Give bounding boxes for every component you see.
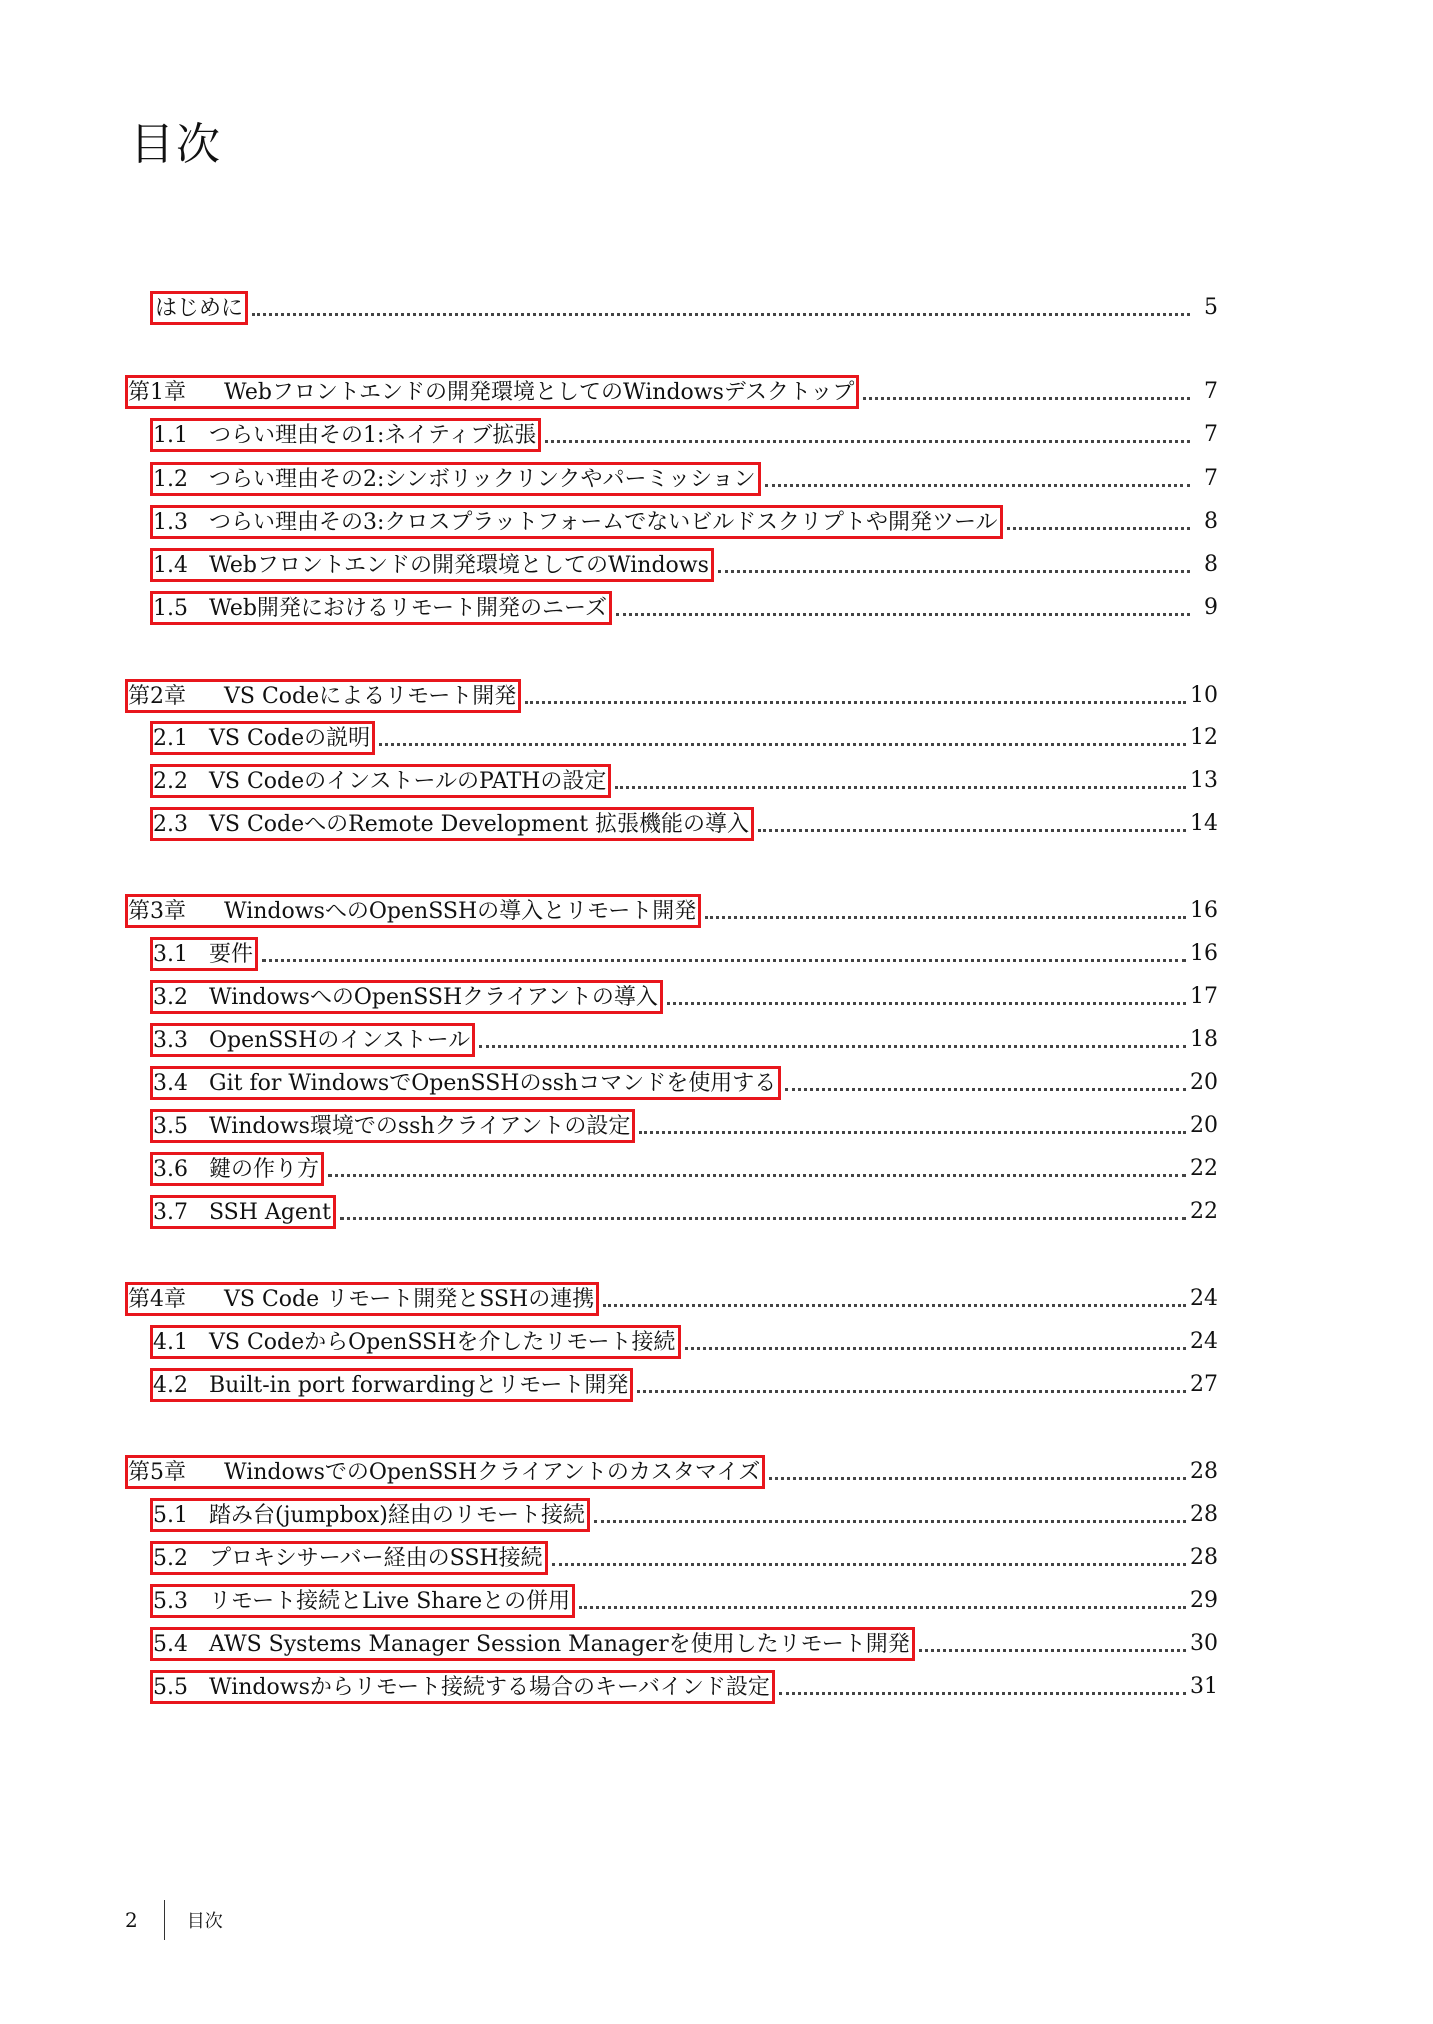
toc-leader-dots xyxy=(479,1045,1186,1048)
toc-section-entry[interactable] xyxy=(150,1324,1218,1360)
toc-entry-number: 3.5 xyxy=(153,1114,188,1139)
toc-leader-dots xyxy=(262,959,1186,962)
toc-entry-title: OpenSSHのインストール xyxy=(209,1028,471,1053)
toc-entry-title: つらい理由その2:シンボリックリンクやパーミッション xyxy=(209,467,756,492)
page-title: 目次 xyxy=(130,119,222,170)
toc-chapter-entry[interactable] xyxy=(125,1454,1218,1490)
toc-section-entry[interactable] xyxy=(150,1065,1218,1101)
toc-entry-title: Built-in port forwardingとリモート開発 xyxy=(209,1373,629,1398)
toc-section-entry[interactable] xyxy=(150,806,1218,842)
toc-entry-title: つらい理由その3:クロスプラットフォームでないビルドスクリプトや開発ツール xyxy=(209,510,998,535)
toc-entry-number: 2.1 xyxy=(153,726,188,751)
toc-entry-number: 5.5 xyxy=(153,1675,188,1700)
toc-entry-number: 3.1 xyxy=(153,942,188,967)
toc-entry-page-number: 28 xyxy=(1190,1502,1218,1527)
toc-leader-dots xyxy=(758,829,1186,832)
toc-entry-label[interactable] xyxy=(150,721,375,755)
toc-leader-dots xyxy=(328,1174,1186,1177)
toc-entry-page-number: 16 xyxy=(1190,898,1218,923)
toc-entry-number: 5.1 xyxy=(153,1503,188,1528)
toc-entry-page-number: 7 xyxy=(1204,379,1218,404)
footer-divider xyxy=(164,1900,165,1940)
toc-entry-page-number: 31 xyxy=(1190,1674,1218,1699)
toc-entry-title: WindowsへのOpenSSHクライアントの導入 xyxy=(209,985,658,1010)
toc-entry-title: Web開発におけるリモート開発のニーズ xyxy=(209,596,607,621)
toc-entry-label[interactable] xyxy=(150,1066,781,1100)
toc-chapter-entry[interactable] xyxy=(150,290,1218,326)
toc-entry-page-number: 7 xyxy=(1204,422,1218,447)
toc-entry-title: VS CodeへのRemote Development 拡張機能の導入 xyxy=(209,812,750,837)
toc-entry-title: 要件 xyxy=(209,942,254,967)
toc-entry-number: 1.2 xyxy=(153,467,188,492)
toc-entry-label[interactable] xyxy=(150,548,714,582)
toc-entry-number: 第5章 xyxy=(128,1460,186,1485)
toc-entry-number: 第4章 xyxy=(128,1287,186,1312)
toc-leader-dots xyxy=(615,786,1186,789)
toc-leader-dots xyxy=(863,397,1190,400)
toc-entry-number: 3.6 xyxy=(153,1157,188,1182)
toc-leader-dots xyxy=(769,1477,1186,1480)
toc-entry-label[interactable] xyxy=(150,1152,324,1186)
toc-entry-page-number: 12 xyxy=(1190,725,1218,750)
toc-entry-page-number: 8 xyxy=(1204,509,1218,534)
toc-entry-page-number: 5 xyxy=(1204,295,1218,320)
toc-chapter-entry[interactable] xyxy=(125,893,1218,929)
toc-leader-dots xyxy=(525,701,1186,704)
toc-section-entry[interactable] xyxy=(150,461,1218,497)
toc-leader-dots xyxy=(603,1304,1186,1307)
toc-entry-label[interactable] xyxy=(125,679,521,713)
toc-leader-dots xyxy=(637,1390,1186,1393)
toc-entry-page-number: 28 xyxy=(1190,1545,1218,1570)
toc-entry-label[interactable] xyxy=(150,1109,635,1143)
toc-entry-label[interactable] xyxy=(150,1368,633,1402)
toc-chapter-entry[interactable] xyxy=(125,1281,1218,1317)
toc-section-entry[interactable] xyxy=(150,979,1218,1015)
toc-entry-page-number: 22 xyxy=(1190,1156,1218,1181)
toc-section-entry[interactable] xyxy=(150,504,1218,540)
toc-entry-title: VS Codeの説明 xyxy=(209,726,371,751)
toc-entry-page-number: 29 xyxy=(1190,1588,1218,1613)
toc-entry-number: 第3章 xyxy=(128,899,186,924)
toc-entry-label[interactable] xyxy=(150,1670,775,1704)
toc-entry-label[interactable] xyxy=(150,1023,475,1057)
toc-section-entry[interactable] xyxy=(150,1108,1218,1144)
toc-entry-page-number: 8 xyxy=(1204,552,1218,577)
toc-entry-page-number: 30 xyxy=(1190,1631,1218,1656)
toc-entry-title: Windows環境でのsshクライアントの設定 xyxy=(209,1114,631,1139)
toc-entry-title: VS CodeからOpenSSHを介したリモート接続 xyxy=(209,1330,676,1355)
toc-entry-title: WindowsでのOpenSSHクライアントのカスタマイズ xyxy=(224,1460,761,1485)
toc-entry-page-number: 9 xyxy=(1204,595,1218,620)
toc-entry-title: SSH Agent xyxy=(209,1200,331,1225)
toc-entry-title: つらい理由その1:ネイティブ拡張 xyxy=(209,423,537,448)
toc-section-entry[interactable] xyxy=(150,1367,1218,1403)
toc-entry-page-number: 18 xyxy=(1190,1027,1218,1052)
toc-entry-number: 1.4 xyxy=(153,553,188,578)
toc-leader-dots xyxy=(552,1563,1186,1566)
toc-entry-page-number: 24 xyxy=(1190,1329,1218,1354)
toc-entry-number: 5.2 xyxy=(153,1546,188,1571)
toc-entry-page-number: 10 xyxy=(1190,683,1218,708)
toc-entry-label[interactable] xyxy=(150,418,541,452)
toc-entry-label[interactable] xyxy=(150,291,248,325)
toc-entry-title: リモート接続とLive Shareとの併用 xyxy=(209,1589,571,1614)
toc-entry-label[interactable] xyxy=(150,1584,575,1618)
toc-section-entry[interactable] xyxy=(150,417,1218,453)
toc-entry-number: 第1章 xyxy=(128,380,186,405)
toc-leader-dots xyxy=(785,1088,1186,1091)
toc-entry-label[interactable] xyxy=(150,462,761,496)
toc-entry-label[interactable] xyxy=(150,1498,590,1532)
toc-entry-number: 3.7 xyxy=(153,1200,188,1225)
toc-section-entry[interactable] xyxy=(150,1540,1218,1576)
toc-entry-number: 2.2 xyxy=(153,769,188,794)
toc-entry-title: VS Code リモート開発とSSHの連携 xyxy=(224,1287,595,1312)
toc-entry-label[interactable] xyxy=(150,505,1003,539)
toc-entry-number: 3.3 xyxy=(153,1028,188,1053)
toc-section-entry[interactable] xyxy=(150,1626,1218,1662)
toc-entry-label[interactable] xyxy=(150,807,754,841)
toc-entry-page-number: 7 xyxy=(1204,466,1218,491)
toc-entry-title: Webフロントエンドの開発環境としてのWindowsデスクトップ xyxy=(224,380,855,405)
toc-leader-dots xyxy=(594,1520,1186,1523)
toc-leader-dots xyxy=(340,1217,1186,1220)
toc-entry-page-number: 24 xyxy=(1190,1286,1218,1311)
toc-entry-page-number: 13 xyxy=(1190,768,1218,793)
toc-section-entry[interactable] xyxy=(150,1022,1218,1058)
toc-section-entry[interactable] xyxy=(150,1497,1218,1533)
toc-leader-dots xyxy=(639,1131,1186,1134)
toc-section-entry[interactable] xyxy=(150,590,1218,626)
toc-section-entry[interactable] xyxy=(150,1669,1218,1705)
toc-leader-dots xyxy=(579,1606,1186,1609)
toc-leader-dots xyxy=(765,484,1190,487)
toc-entry-title: Git for WindowsでOpenSSHのsshコマンドを使用する xyxy=(209,1071,777,1096)
toc-entry-title: AWS Systems Manager Session Managerを使用したリモート開発 xyxy=(209,1632,910,1657)
toc-entry-page-number: 20 xyxy=(1190,1113,1218,1138)
toc-section-entry[interactable] xyxy=(150,763,1218,799)
toc-leader-dots xyxy=(1007,527,1190,530)
toc-leader-dots xyxy=(545,440,1190,443)
toc-entry-label[interactable] xyxy=(150,1627,915,1661)
toc-entry-label[interactable] xyxy=(125,1455,765,1489)
toc-entry-title: プロキシサーバー経由のSSH接続 xyxy=(209,1546,543,1571)
toc-entry-page-number: 17 xyxy=(1190,984,1218,1009)
toc-entry-number: 第2章 xyxy=(128,684,186,709)
toc-chapter-entry[interactable] xyxy=(125,678,1218,714)
toc-chapter-entry[interactable] xyxy=(125,374,1218,410)
toc-entry-label[interactable] xyxy=(125,1282,599,1316)
toc-entry-title: VS Codeによるリモート開発 xyxy=(224,684,517,709)
toc-leader-dots xyxy=(685,1347,1186,1350)
toc-leader-dots xyxy=(252,313,1190,316)
toc-entry-number: 2.3 xyxy=(153,812,188,837)
toc-entry-number: 1.1 xyxy=(153,423,188,448)
toc-entry-page-number: 20 xyxy=(1190,1070,1218,1095)
toc-entry-number: 4.1 xyxy=(153,1330,188,1355)
toc-entry-page-number: 28 xyxy=(1190,1459,1218,1484)
toc-entry-page-number: 22 xyxy=(1190,1199,1218,1224)
toc-entry-number: 3.2 xyxy=(153,985,188,1010)
toc-entry-label[interactable] xyxy=(150,1325,681,1359)
toc-leader-dots xyxy=(919,1649,1186,1652)
toc-entry-page-number: 14 xyxy=(1190,811,1218,836)
toc-section-entry[interactable] xyxy=(150,1151,1218,1187)
toc-section-entry[interactable] xyxy=(150,1194,1218,1230)
toc-leader-dots xyxy=(616,613,1190,616)
toc-entry-number: 5.4 xyxy=(153,1632,188,1657)
toc-section-entry[interactable] xyxy=(150,720,1218,756)
toc-leader-dots xyxy=(379,743,1186,746)
toc-leader-dots xyxy=(779,1692,1186,1695)
footer-page-number: 2 xyxy=(125,1908,138,1932)
toc-entry-title: Windowsからリモート接続する場合のキーバインド設定 xyxy=(209,1675,770,1700)
page-footer xyxy=(125,1900,223,1940)
toc-entry-title: VS CodeのインストールのPATHの設定 xyxy=(209,769,607,794)
toc-entry-title: 鍵の作り方 xyxy=(209,1157,320,1182)
toc-entry-title: WindowsへのOpenSSHの導入とリモート開発 xyxy=(224,899,697,924)
toc-entry-label[interactable] xyxy=(125,894,701,928)
toc-entry-label[interactable] xyxy=(150,980,663,1014)
toc-leader-dots xyxy=(667,1002,1186,1005)
toc-leader-dots xyxy=(718,570,1190,573)
toc-section-entry[interactable] xyxy=(150,1583,1218,1619)
toc-entry-title: Webフロントエンドの開発環境としてのWindows xyxy=(209,553,709,578)
toc-entry-label[interactable] xyxy=(150,591,612,625)
toc-entry-label[interactable] xyxy=(150,1541,548,1575)
toc-section-entry[interactable] xyxy=(150,547,1218,583)
toc-section-entry[interactable] xyxy=(150,936,1218,972)
toc-entry-label[interactable] xyxy=(125,375,859,409)
toc-entry-label[interactable] xyxy=(150,764,611,798)
toc-entry-page-number: 27 xyxy=(1190,1372,1218,1397)
toc-entry-number: 5.3 xyxy=(153,1589,188,1614)
footer-section-title: 目次 xyxy=(186,1911,223,1932)
toc-entry-number: 3.4 xyxy=(153,1071,188,1096)
toc-entry-page-number: 16 xyxy=(1190,941,1218,966)
toc-entry-number: 1.3 xyxy=(153,510,188,535)
toc-entry-label[interactable] xyxy=(150,937,258,971)
toc-entry-number: 4.2 xyxy=(153,1373,188,1398)
toc-leader-dots xyxy=(705,916,1186,919)
toc-entry-label[interactable] xyxy=(150,1195,336,1229)
toc-entry-number: 1.5 xyxy=(153,596,188,621)
toc-entry-title: 踏み台(jumpbox)経由のリモート接続 xyxy=(209,1503,585,1528)
toc-entry-title: はじめに xyxy=(155,296,244,321)
